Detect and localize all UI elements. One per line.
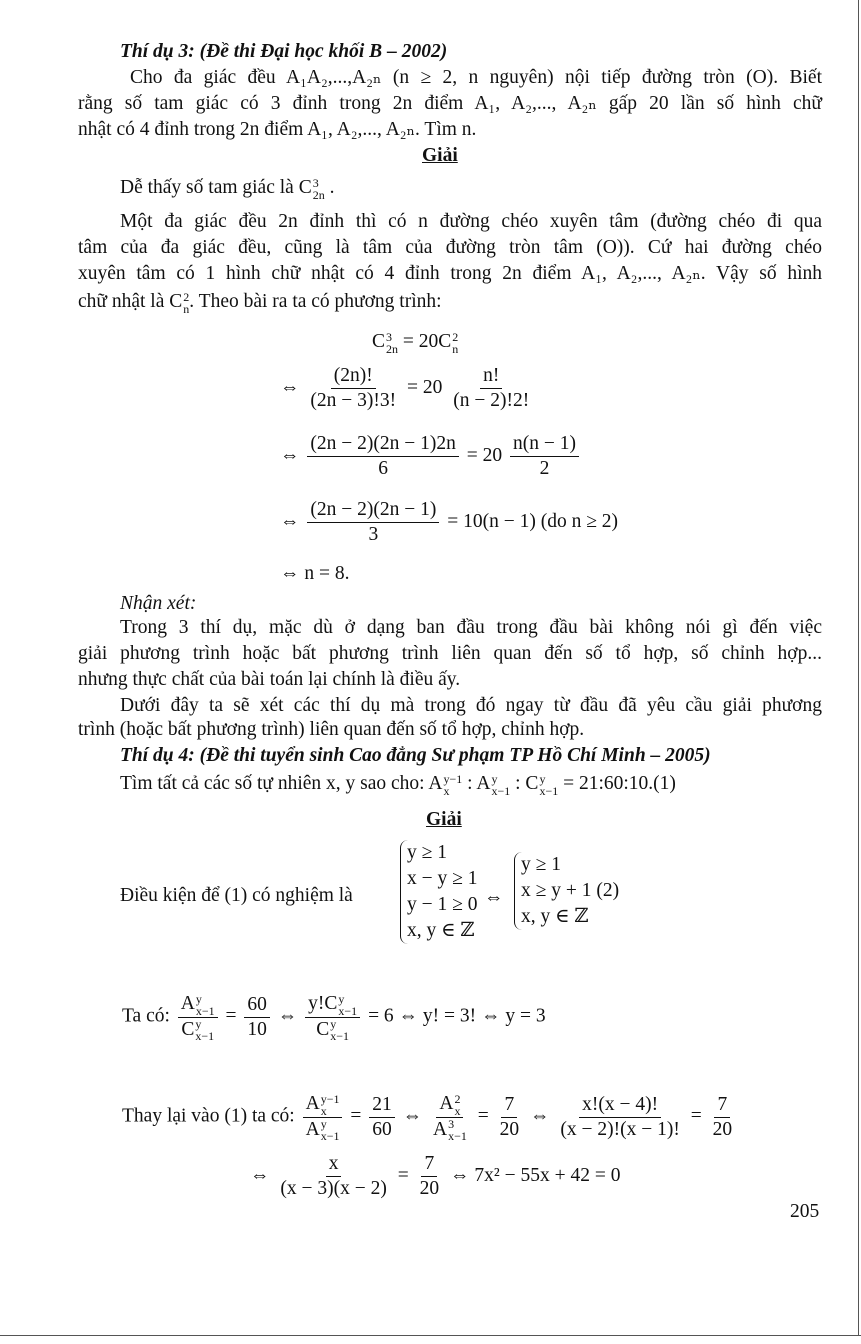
page-edge-right [858, 0, 859, 1336]
equation-final: ⇔ $\frac{x}{(x - 3)(x - 2)}$ = $\frac{7}{20}$ ⇔ 7x² − 55x + 42 = 0 [250, 1153, 621, 1199]
solution-heading: Giải [422, 145, 458, 166]
numerator: n! [480, 364, 502, 389]
numerator: (2n)! [331, 364, 376, 389]
text: Thay lại vào (1) ta có: [122, 1105, 295, 1127]
example-4-title: Thí dụ 4: (Đề thi tuyển sinh Cao đẳng Sư phạm TP Hồ Chí Minh – 2005) [120, 745, 711, 766]
example-4-text: Tìm tất cả các số tự nhiên x, y sao cho: A y−1 x : A y x−1 : C y x−1 = 21:60:10.(1) [120, 771, 676, 798]
sys-row: y ≥ 1 [407, 842, 447, 863]
text: Dễ thấy số tam giác là [120, 177, 294, 198]
solution-line-4: xuyên tâm có 1 hình chữ nhật có 4 đỉnh trong 2n điểm A₁, A₂,..., A₂ₙ. Vậy số hình [78, 263, 822, 284]
sys-row: x − y ≥ 1 [407, 868, 478, 889]
denominator: 3 [368, 524, 379, 545]
text: Tìm tất cả các số tự nhiên x, y sao cho: [120, 773, 425, 794]
text: ⇔ 7x² − 55x + 42 = 0 [449, 1164, 621, 1186]
numerator: (2n − 2)(2n − 1)2n [307, 432, 458, 457]
sys-row: x, y ∈ ℤ [407, 920, 475, 941]
eq-text: = 10(n − 1) (do n ≥ 2) [447, 510, 619, 532]
numerator: (2n − 2)(2n − 1) [307, 498, 439, 523]
sys-row: x ≥ y + 1 (2) [521, 880, 620, 901]
denominator: 2 [539, 458, 550, 479]
solution-heading-2: Giải [426, 809, 462, 830]
eq-text: = 20 [466, 444, 503, 466]
example-3-title: Thí dụ 3: (Đề thi Đại học khối B – 2002) [120, 41, 448, 62]
equation-3 [280, 498, 618, 547]
sys-row: y ≥ 1 [521, 854, 561, 875]
example-3-text-1: Cho đa giác đều A₁A₂,...,A₂ₙ (n ≥ 2, n nguyên) nội tiếp đường tròn (O). Biết [130, 67, 822, 88]
eq-text: n = 8. [304, 563, 350, 584]
equation-substitute: Thay lại vào (1) ta có: A y−1 x A y x−1 = $\frac{21}{60}$ ⇔ A 2 x A 3 x−1 = $\frac{7}{20}$ ⇔ $\frac{x!(x - 4)!}{(x - 2)!(x - 1)!}$ = $\frac{7}{20}$ [122, 1091, 733, 1144]
remark-line-3: nhưng thực chất của bài toán lại chính là điều ấy. [78, 669, 461, 690]
eq-text: = 20 [406, 376, 443, 398]
solution-line-2: Một đa giác đều 2n đỉnh thì có n đường chéo xuyên tâm (đường chéo đi qua [120, 211, 822, 232]
combination-scripts: 3 2n [312, 175, 325, 202]
example-3-text-3: nhật có 4 đỉnh trong 2n điểm A₁, A₂,..., A₂ₙ. Tìm n. [78, 119, 477, 140]
example-3-text-2: rằng số tam giác có 3 đỉnh trong 2n điểm A₁, A₂,..., A₂ₙ gấp 20 lần số hình chữ [78, 93, 822, 114]
iff-symbol: ⇔ [280, 376, 300, 398]
remark-line-1: Trong 3 thí dụ, mặc dù ở dạng ban đầu trong đầu bài không nói gì đến việc [120, 617, 822, 638]
solution-line-5: chữ nhật là C 2 n . Theo bài ra ta có phương trình: [78, 289, 442, 316]
iff-symbol: ⇔ [280, 444, 300, 466]
denominator: (n − 2)!2! [453, 390, 530, 411]
text: Ta có: [122, 1005, 170, 1027]
solution-line-1: Dễ thấy số tam giác là C 3 2n . [120, 175, 335, 202]
iff-symbol: ⇔ [280, 563, 300, 584]
equation-2 [280, 432, 582, 481]
remark-line-5: trình (hoặc bất phương trình) liên quan đến số tổ hợp, chỉnh hợp. [78, 719, 585, 740]
page-number: 205 [790, 1201, 820, 1222]
text: = 6 ⇔ y! = 3! ⇔ y = 3 [368, 1005, 546, 1027]
equation-4 [280, 562, 350, 586]
text: . Theo bài ra ta có phương trình: [189, 291, 442, 312]
sys-row: y − 1 ≥ 0 [407, 894, 478, 915]
denominator: 6 [378, 458, 388, 479]
iff-symbol: ⇔ [250, 1164, 270, 1186]
denominator: (2n − 3)!3! [310, 390, 397, 411]
page-edge-bottom [0, 1335, 861, 1336]
solution-line-3: tâm của đa giác đều, cũng là tâm của đường tròn tâm (O)). Cứ hai đường chéo [78, 237, 822, 258]
text: chữ nhật là [78, 291, 165, 312]
sys-row: x, y ∈ ℤ [521, 906, 589, 927]
condition-system-1 [400, 840, 477, 944]
iff-symbol: ⇔ [280, 510, 300, 532]
remark-line-2: giải phương trình hoặc bất phương trình liên quan đến số tổ hợp, số chỉnh hợp... [78, 643, 822, 664]
numerator: n(n − 1) [510, 432, 579, 457]
equation-1 [280, 364, 535, 413]
remark-line-4: Dưới đây ta sẽ xét các thí dụ mà trong đó ngay từ đầu đã yêu cầu giải phương [120, 695, 822, 716]
equation-0: C 3 2n = 20C 2 n [372, 329, 459, 356]
condition-label: Điều kiện để (1) có nghiệm là [120, 885, 353, 906]
condition-system-2 [514, 852, 619, 930]
equation-ta-co: Ta có: A y x−1 C y x−1 = $\frac{60}{10}$ ⇔ y!C y x−1 C y x−1 = 6 ⇔ y! = 3! ⇔ y = 3 [122, 991, 546, 1044]
eq-text: = 20C [402, 331, 452, 352]
iff-symbol: ⇔ [484, 887, 504, 908]
remark-title: Nhận xét: [120, 593, 197, 614]
text: = 21:60:10.(1) [563, 773, 676, 794]
